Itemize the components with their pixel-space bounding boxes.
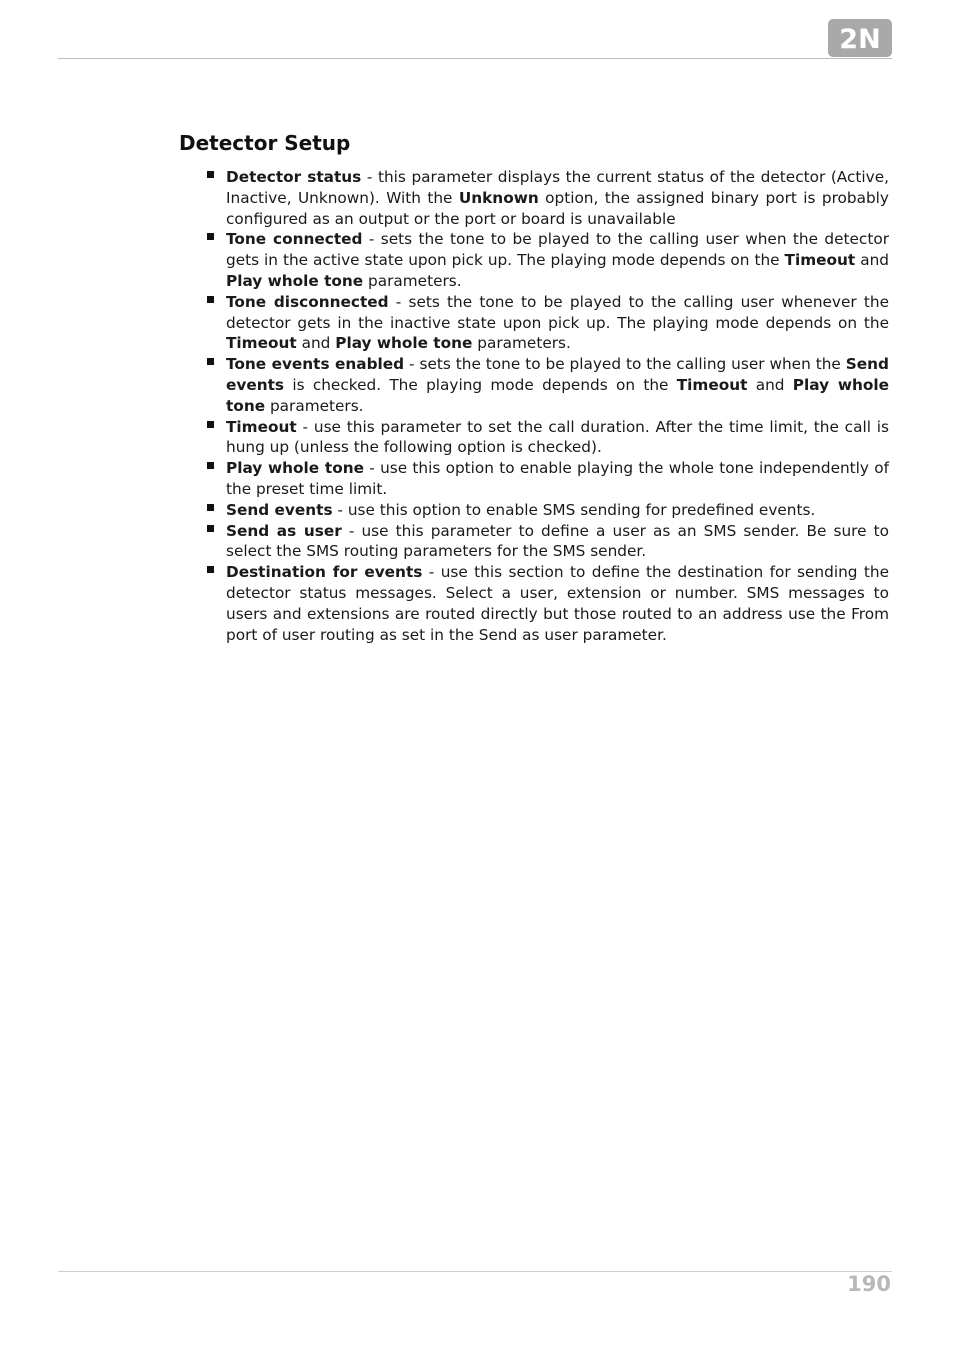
parameter-description: and [296,334,336,353]
parameter-term: Tone connected [226,230,363,249]
parameter-description: - use this option to enable playing the whole tone independently of the preset time limit. [226,459,889,498]
parameter-term: Timeout [226,417,297,436]
parameter-term: Play whole tone [226,271,364,290]
parameter-term: Send events [226,500,333,519]
square-bullet-icon [207,566,214,573]
parameter-description: - use this option to enable SMS sending for predefined events. [332,500,816,519]
header-divider [58,58,892,59]
list-item [207,521,889,563]
list-item [207,292,889,354]
parameter-description: - use this parameter to set the call duration. After the time limit, the call is hung up (unless the following option is checked). [226,417,889,457]
page-number: 190 [847,1272,891,1296]
parameter-term: Timeout [676,375,748,394]
parameter-term: Send events [226,355,889,394]
parameter-description: - use this parameter to define a user as an SMS sender. Be sure to select the SMS routing parameters for the SMS sender. [226,521,889,561]
parameter-description: - use this section to define the destination for sending the detector status messages. Select a user, extension or number. SMS messages to users and extensions are routed directly but those routed to an address use the From port of user routing as set in the Send as user parameter. [226,563,889,644]
brand-logo [828,19,892,57]
list-item [207,167,889,229]
parameter-description: - sets the tone to be played to the calling user when the detector gets in the active state upon pick up. The playing mode depends on the [226,230,889,270]
parameter-description: parameters. [363,271,462,290]
parameter-term: Play whole tone [226,375,889,415]
2n-logo-icon [828,19,892,57]
parameter-term: Detector status [226,168,362,186]
parameter-term: Destination for events [226,563,423,582]
parameter-term: Timeout [784,251,856,270]
square-bullet-icon [207,525,214,532]
footer-divider [58,1271,892,1272]
parameter-term: Tone events enabled [226,355,405,374]
list-item [207,417,889,459]
list-item [207,229,889,291]
section-title: Detector Setup [179,131,351,155]
parameter-term: Unknown [458,188,539,207]
square-bullet-icon [207,504,214,511]
square-bullet-icon [207,358,214,365]
list-item [207,500,889,521]
square-bullet-icon [207,462,214,469]
parameter-list [207,167,889,645]
parameter-term: Send as user [226,521,342,540]
square-bullet-icon [207,171,214,178]
parameter-description: is checked. The playing mode depends on the [284,375,677,394]
parameter-description: - sets the tone to be played to the calling user when the [404,355,846,374]
square-bullet-icon [207,421,214,428]
list-item [207,458,889,500]
parameter-term: Play whole tone [335,334,473,353]
logo-text: 2N [839,24,881,55]
list-item [207,354,889,416]
parameter-term: Play whole tone [226,459,364,478]
parameter-term: Tone disconnected [226,292,389,311]
parameter-description: parameters. [265,396,364,415]
parameter-description: and [747,375,793,394]
parameter-description: option, the assigned binary port is probably configured as an output or the port or board is unavailable [226,188,889,228]
square-bullet-icon [207,296,214,303]
parameter-description: - this parameter displays the current status of the detector (Active, Inactive, Unknown). With the [226,168,889,207]
list-item [207,562,889,645]
parameter-term: Timeout [226,334,297,353]
parameter-description: and [855,251,889,270]
square-bullet-icon [207,233,214,240]
parameter-description: - sets the tone to be played to the calling user whenever the detector gets in the inactive state upon pick up. The playing mode depends on the [226,292,889,332]
parameter-description: parameters. [472,334,571,353]
